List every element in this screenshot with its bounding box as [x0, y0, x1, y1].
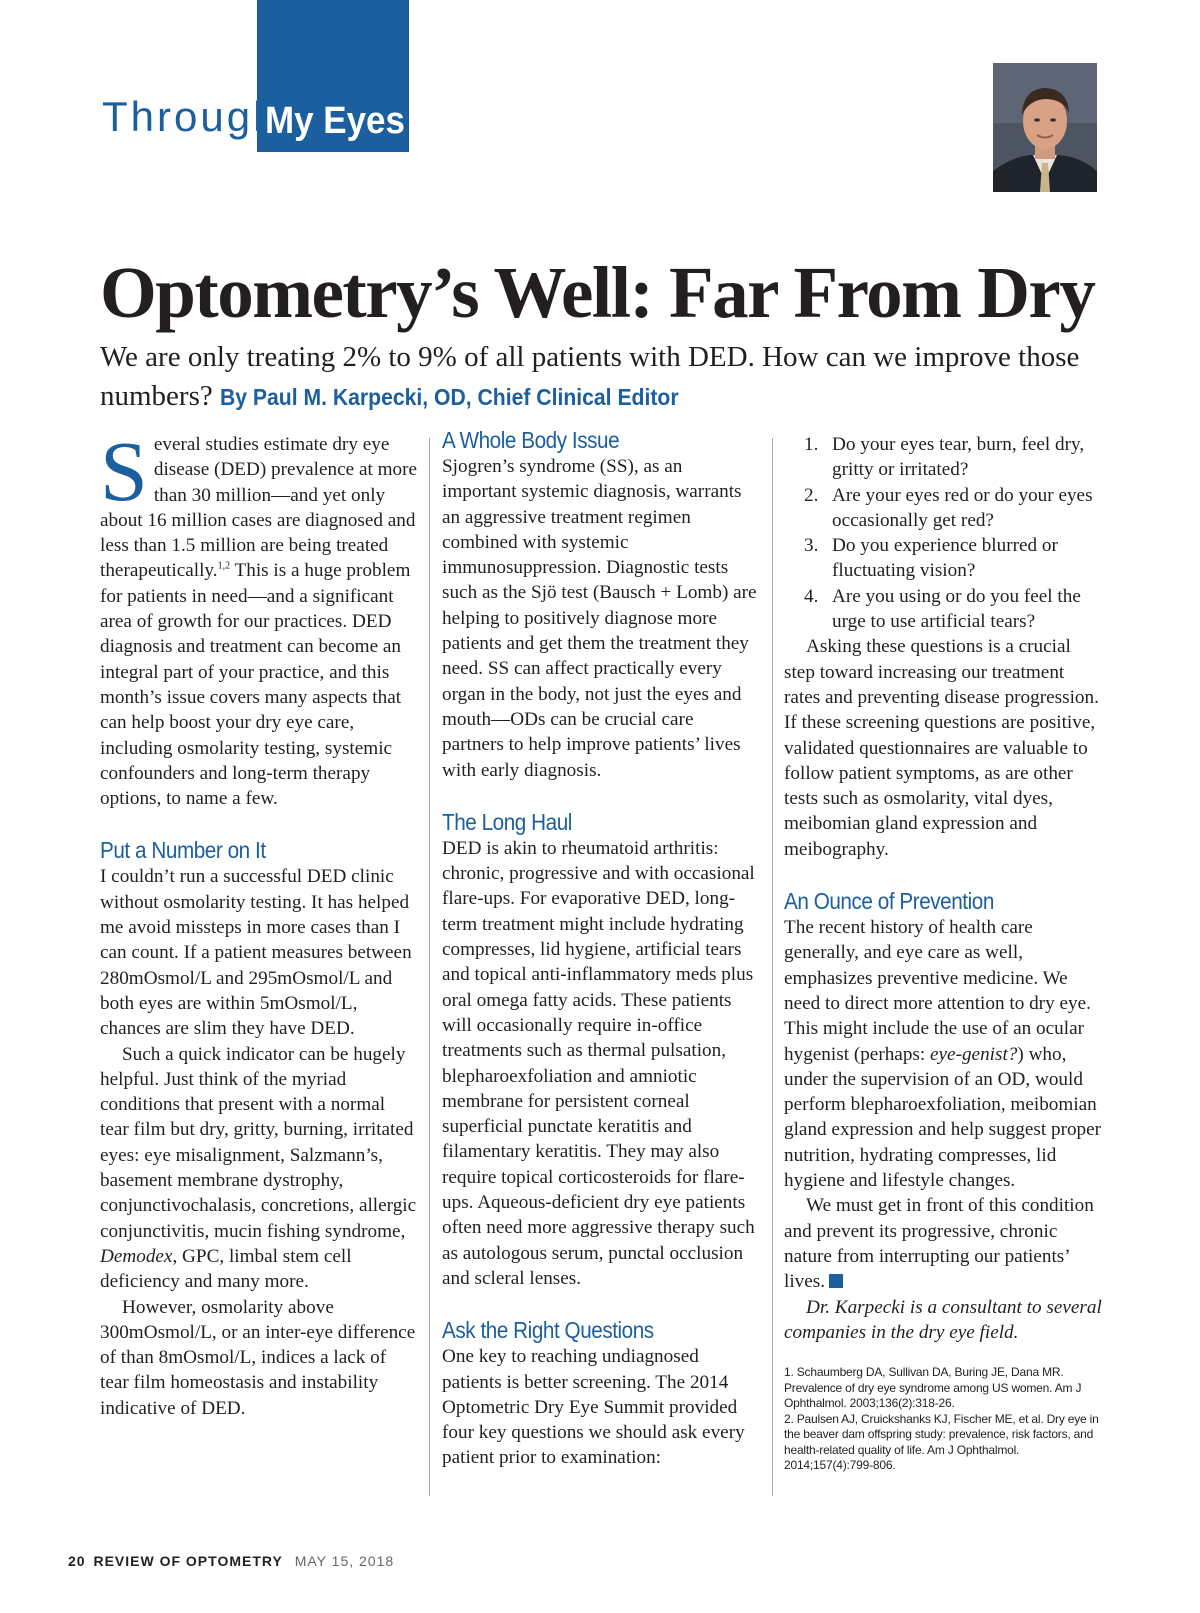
body-paragraph: We must get in front of this condition and prevent its progressive, chronic nature from interrupting our patients’ lives. — [784, 1195, 1094, 1293]
article-column-1 — [100, 423, 418, 1421]
citation-superscript: 1,2 — [217, 561, 231, 573]
magazine-name: REVIEW OF OPTOMETRY — [93, 1553, 283, 1569]
intro-paragraph: Several studies estimate dry eye disease (DED) prevalence at more than 30 million—and yet only about 16 million cases are diagnosed and less than 1.5 million are being treated therapeutically.$^{1,2}$ This is a huge problem for patients in need—and a significant area of growth for our practices. DED diagnosis and treatment can become an integral part of your practice, and this month’s issue covers many aspects that can help boost your dry eye care, including osmolarity testing, systemic confounders and long-term therapy options, to name a few. — [100, 423, 418, 810]
article-headline: Optometry’s Well: Far From Dry — [100, 252, 1095, 333]
body-paragraph: DED is akin to rheumatoid arthritis: chronic, progressive and with occasional flare-ups. For evaporative DED, long-term treatment might include hydrating compresses, lid hygiene, artificial tears and topical anti-inflammatory meds plus oral omega fatty acids. These patients will occasionally require in-office treatments such as thermal pulsation, blepharoexfoliation and amniotic membrane for persistent corneal superficial punctate keratitis and filamentary keratitis. They may also require topical corticosteroids for flare-ups. Aqueous-deficient dry eye patients often need more aggressive therapy such as autologous serum, punctal occlusion and scleral lenses. — [442, 837, 755, 1289]
author-photo — [993, 63, 1097, 192]
article-deck — [100, 338, 1100, 417]
page-number: 20 — [68, 1553, 86, 1569]
department-label-through: Through — [102, 93, 280, 140]
page-footer — [68, 1553, 394, 1569]
author-bio: Dr. Karpecki is a consultant to several companies in the dry eye field. — [784, 1296, 1102, 1343]
subhead-ask-questions: Ask the Right Questions — [442, 1317, 654, 1344]
body-paragraph: The recent history of health care generally, and eye care as well, emphasizes preventive medicine. We need to direct more attention to dry eye. This might include the use of an ocular hygenist (perhaps: eye-genist?) who, under the supervision of an OD, would perform blepharoexfoliation, meibomian gland expression and help suggest proper nutrition, hydrating compresses, lid hygiene and lifestyle changes. — [784, 917, 1102, 1192]
deck-text: We are only treating 2% to 9% of all patients with DED. How can we improve those numbers? — [100, 341, 1080, 412]
article-column-3 — [784, 432, 1102, 1474]
column-divider — [429, 438, 430, 1496]
body-paragraph: Such a quick indicator can be hugely helpful. Just think of the myriad conditions that present with a normal tear film but dry, gritty, burning, irritated eyes: eye misalignment, Salzmann’s, basement membrane dystrophy, conjunctivochalasis, concretions, allergic conjunctivitis, mucin fishing syndrome, Demodex, GPC, limbal stem cell deficiency and many more. — [100, 1043, 417, 1293]
issue-date: MAY 15, 2018 — [294, 1553, 395, 1569]
end-of-article-mark — [829, 1274, 843, 1288]
list-item: 4. Are you using or do you feel the urge to use artificial tears? — [804, 585, 1081, 633]
references — [784, 1365, 1102, 1474]
drop-cap: S — [100, 423, 148, 519]
body-paragraph: However, osmolarity above 300mOsmol/L, or an inter-eye difference of than 8mOsmol/L, indices a lack of tear film homeostasis and instability indicative of DED. — [100, 1296, 416, 1419]
reference-item: 1. Schaumberg DA, Sullivan DA, Buring JE, Dana MR. Prevalence of dry eye syndrome among US women. Am J Ophthalmol. 2003;136(2):318-26. — [784, 1365, 1082, 1411]
body-paragraph: Sjogren’s syndrome (SS), as an important systemic diagnosis, warrants an aggressive treatment regimen combined with systemic immunosuppression. Diagnostic tests such as the Sjö test (Bausch + Lomb) are helping to positively diagnose more patients and get them the treatment they need. SS can affect practically every organ in the body, not just the eyes and mouth—ODs can be crucial care partners to help improve patients’ lives with early diagnosis. — [442, 456, 757, 781]
list-item: 1. Do your eyes tear, burn, feel dry, gritty or irritated? — [804, 434, 1085, 481]
byline: By Paul M. Karpecki, OD, Chief Clinical Editor — [220, 384, 679, 410]
body-paragraph: I couldn’t run a successful DED clinic without osmolarity testing. It has helped me avoid missteps in more cases than I can count. If a patient measures between 280mOsmol/L and 295mOsmol/L and both eyes are within 5mOsmol/L, chances are slim they have DED. — [100, 866, 412, 1040]
article-column-2 — [442, 427, 760, 1471]
subhead-put-a-number: Put a Number on It — [100, 837, 266, 864]
column-divider — [772, 438, 773, 1496]
subhead-ounce-prevention: An Ounce of Prevention — [784, 888, 994, 915]
subhead-whole-body: A Whole Body Issue — [442, 427, 620, 453]
body-paragraph: Asking these questions is a crucial step toward increasing our treatment rates and preventing disease progression. If these screening questions are positive, validated questionnaires are valuable to follow patient symptoms, as are other tests such as osmolarity, vital dyes, meibomian gland expression and meibography. — [784, 636, 1099, 860]
screening-questions-list — [784, 432, 1102, 634]
body-paragraph: One key to reaching undiagnosed patients is better screening. The 2014 Optometric Dry Eye Summit provided four key questions we should ask every patient prior to examination: — [442, 1346, 745, 1469]
list-item: 3. Do you experience blurred or fluctuating vision? — [804, 535, 1058, 582]
department-label-my-eyes: My Eyes — [265, 100, 405, 142]
list-item: 2. Are your eyes red or do your eyes occasionally get red? — [804, 484, 1093, 531]
reference-item: 2. Paulsen AJ, Cruickshanks KJ, Fischer ME, et al. Dry eye in the beaver dam offspring study: prevalence, risk factors, and health-related quality of life. Am J Ophthalmol. 2014;157(4):799-806. — [784, 1411, 1099, 1473]
subhead-long-haul: The Long Haul — [442, 808, 572, 835]
